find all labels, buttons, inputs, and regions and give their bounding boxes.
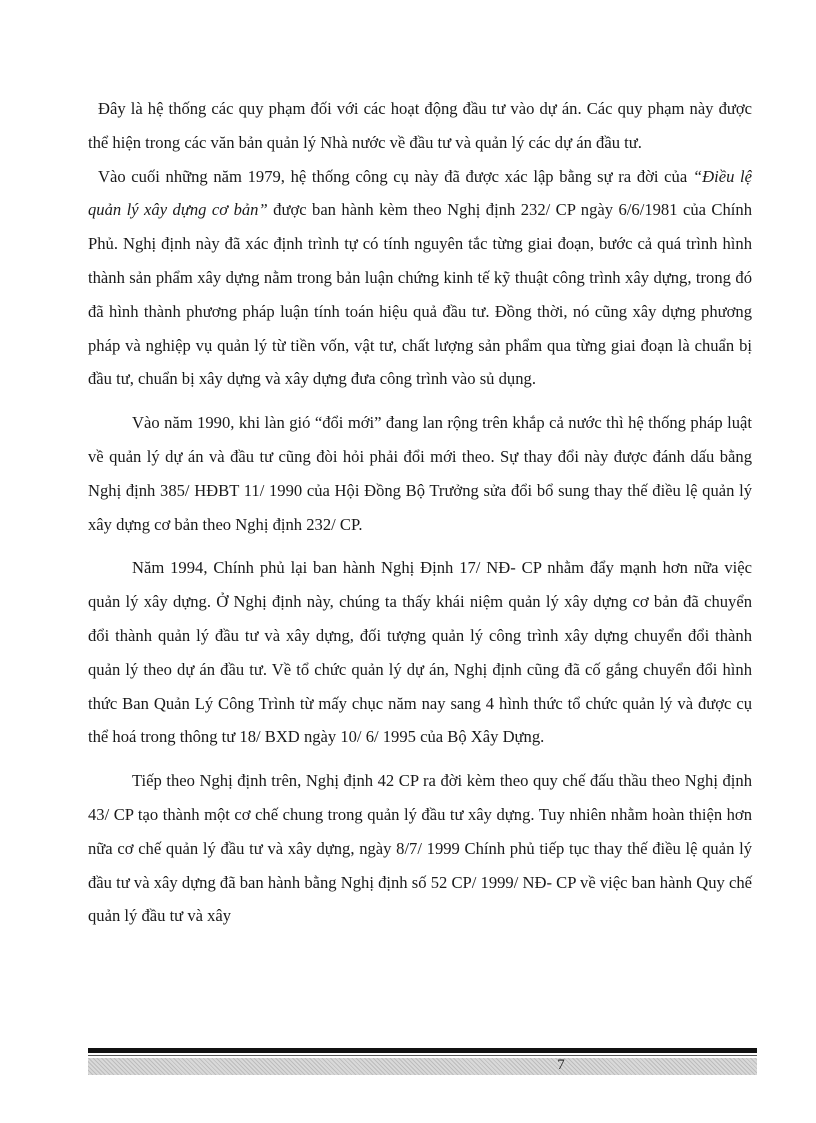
body-text: [88, 92, 752, 933]
footer-bar: [88, 1058, 757, 1075]
paragraph-2-rest: được ban hành kèm theo Nghị định 232/ CP ngày 6/6/1981 của Chính Phủ. Nghị định này đã xác định trình tự có tính nguyên tắc từng giai đoạn, bước cả quá trình hình thành sản phẩm xây dựng nằm trong bản luận chứng kinh tế kỹ thuật công trình xây dựng, trong đó đã hình thành phương pháp luận tính toán hiệu quả đầu tư. Đồng thời, nó cũng xây dựng phương pháp và nghiệp vụ quản lý từ tiền vốn, vật tư, chất lượng sản phẩm qua từng giai đoạn là chuẩn bị đầu tư, chuẩn bị xây dựng và xây dựng đưa công trình vào sủ dụng.: [88, 200, 752, 389]
paragraph-2-lead: Vào cuối những năm 1979, hệ thống công cụ này đã được xác lập bằng sự ra đời của: [98, 166, 693, 186]
footer-rule-thin: [88, 1055, 757, 1056]
paragraph-3: Vào năm 1990, khi làn gió “đổi mới” đang lan rộng trên khắp cả nước thì hệ thống pháp luật về quản lý dự án và đầu tư cũng đòi hỏi phải đổi mới theo. Sự thay đổi này được đánh dấu bằng Nghị định 385/ HĐBT 11/ 1990 của Hội Đồng Bộ Trưởng sửa đổi bổ sung thay thế điều lệ quản lý xây dựng cơ bản theo Nghị định 232/ CP.: [88, 413, 752, 534]
page-number: 7: [557, 1057, 565, 1073]
paragraph-4: Năm 1994, Chính phủ lại ban hành Nghị Định 17/ NĐ- CP nhằm đẩy mạnh hơn nữa việc quản lý xây dựng. Ở Nghị định này, chúng ta thấy khái niệm quản lý xây dựng cơ bản đã chuyển đổi thành quản lý đầu tư và xây dựng, đối tượng quản lý công trình xây dựng chuyển đổi thành quản lý theo dự án đầu tư. Về tổ chức quản lý dự án, Nghị định cũng đã cố gắng chuyển đổi hình thức Ban Quản Lý Công Trình từ mấy chục năm nay sang 4 hình thức tổ chức quản lý và được cụ thể hoá trong thông tư 18/ BXD ngày 10/ 6/ 1995 của Bộ Xây Dựng.: [88, 558, 752, 747]
paragraph-1: Đây là hệ thống các quy phạm đối với các hoạt động đầu tư vào dự án. Các quy phạm này được thể hiện trong các văn bản quản lý Nhà nước về đầu tư và quản lý các dự án đầu tư.: [88, 99, 752, 152]
footer-rule-thick: [88, 1048, 757, 1053]
decree-title-italic: “Điều lệ quản lý xây dựng cơ bản”: [88, 166, 752, 220]
paragraph-2: [88, 160, 752, 397]
paragraph-5: Tiếp theo Nghị định trên, Nghị định 42 CP ra đời kèm theo quy chế đấu thầu theo Nghị định 43/ CP tạo thành một cơ chế chung trong quản lý đầu tư xây dựng. Tuy nhiên nhằm hoàn thiện hơn nữa cơ chế quản lý đầu tư và xây dựng, ngày 8/7/ 1999 Chính phủ tiếp tục thay thế điều lệ quản lý đầu tư và xây dựng đã ban hành bằng Nghị định số 52 CP/ 1999/ NĐ- CP về việc ban hành Quy chế quản lý đầu tư và xây: [88, 771, 752, 926]
